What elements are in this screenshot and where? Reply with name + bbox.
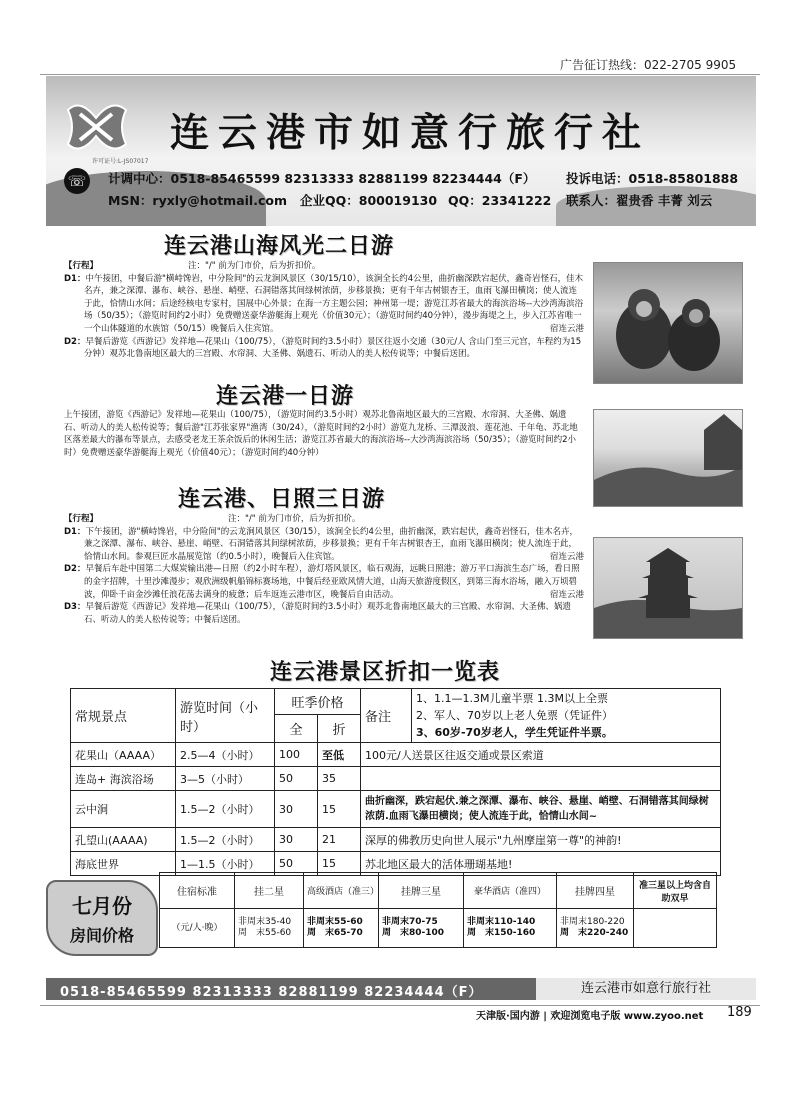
weekend-price: 周 末80-100 — [382, 928, 445, 938]
weekend-price: 周 末65-70 — [307, 928, 363, 938]
table-row — [71, 743, 721, 767]
unit-label: （元/人·晚） — [160, 909, 235, 948]
row-spot: 连岛+ 海滨浴场 — [71, 767, 176, 791]
col-2star: 挂二星 — [235, 873, 304, 909]
tour3-d2: 早餐后车赴中国第二大煤炭输出港—日照（约2小时车程），游灯塔风景区，临石观海，远眺日照港；游万平口海滨生态广场，看日照的金字招牌，十里沙滩漫步；观欣洲级帆船锦标赛场地，中餐后经亚欧风情大道，山海天旅游度假区，到第三海水浴场，融入万顷碧波，仰卧千亩金沙滩任浪花荡去满身的疲惫；后车返连云港市区，晚餐后自由活动。 — [84, 564, 580, 600]
row-remark: 苏北地区最大的活体珊瑚基地! — [361, 852, 721, 876]
tour1-d2-label: D2： — [64, 336, 86, 347]
enterprise-qq: 企业QQ：800019130 — [300, 193, 438, 208]
footer-numbers: 0518-85465599 82313333 82881199 82234444（F） — [60, 985, 483, 1000]
remark-notes — [412, 689, 721, 743]
tour3-d3-label: D3： — [64, 602, 86, 613]
agency-brand: 连云港市如意行旅行社 — [170, 110, 651, 156]
room-price-table — [159, 872, 717, 948]
msn: MSN：ryxly@hotmail.com — [108, 193, 287, 208]
tour2-body — [64, 409, 582, 459]
row-spot: 花果山（AAAA） — [71, 743, 176, 767]
row-time: 2.5—4（小时） — [176, 743, 275, 767]
tour3-d1-label: D1： — [64, 526, 86, 537]
price-3star — [379, 909, 464, 948]
page-number: 189 — [727, 1005, 752, 1020]
top-divider — [40, 74, 760, 75]
col-discount: 折 — [318, 714, 361, 742]
tour3-d3: 早餐后游览《西游记》发祥地—花果山（100/75），（游览时间约3.5小时）观苏北鲁南地区最大的三宫殿、水帘洞、大圣佛、娲遗石、听动人的美人松传说等；中餐后送团。 — [84, 602, 571, 625]
tour3-label: 【行程】 — [64, 514, 99, 524]
row-discount: 35 — [318, 767, 361, 791]
complaint-phone: 投诉电话：0518-85801888 — [566, 171, 739, 186]
col-quasi4: 豪华酒店（准四） — [464, 873, 557, 909]
row-discount: 15 — [318, 852, 361, 876]
tour3-d1: 下午接团，游"横峙馋岩，中分险间"的云龙涧风景区（30/15），该涧全长约4公里，曲折幽深，跌宕起伏，鑫奇岩怪石，佳木名卉，兼之深潭、瀑布、峡谷、悬崖、峭壁、石洞错落其间绿树浓荫，步移景换；更有千年古树银杏王，血雨飞瀑田横岗；使人流连于此，恰情山水间。参观巨匠水晶展览馆（约0.5小时），晚餐后入住宾馆。 — [84, 526, 578, 562]
ad-hotline: 广告征订热线：022-2705 9905 — [560, 58, 737, 72]
tour2-text: 上午接团，游览《西游记》发祥地—花果山（100/75），（游览时间约3.5小时）观苏北鲁南地区最大的三宫殿、水帘洞、大圣佛、娲遗石、听动人的美人松传说等；餐后游"江苏张家界"渔湾（30/24），（游览时间约2小时）游览九龙桥、三潭汲浪、莲花池、千年龟、苏北地区落差最大的瀑布等景点，去感受老龙王茶余饭后的休闲生活；游览江苏省最大的海滨浴场--大沙湾海滨浴场（50/35）；（游览时间约2小时）免费赠送豪华游艇海上观光（价值40元）；（游览时间约40分钟） — [64, 410, 578, 458]
qq: QQ：23341222 — [448, 193, 552, 208]
row-remark: 深厚的佛教历史向世人展示"九州摩崖第一尊"的神韵! — [361, 828, 721, 852]
remark-line-3: 3、60岁-70岁老人，学生凭证件半票。 — [416, 726, 613, 739]
row-remark: 100元/人送景区往返交通或景区索道 — [361, 743, 721, 767]
tour1-title: 连云港山海风光二日游 — [164, 234, 395, 259]
weekend-price: 周 末150-160 — [467, 928, 536, 938]
pagoda-icon — [594, 538, 742, 638]
dispatch-center: 计调中心：0518-85465599 82313333 82881199 82234444（F） — [108, 171, 536, 186]
row-time: 3—5（小时） — [176, 767, 275, 791]
tour1-note: 注："/" 前为门市价，后为折扣价。 — [188, 261, 321, 271]
footer-agency: 连云港市如意行旅行社 — [536, 978, 756, 1000]
col-spot: 常规景点 — [71, 689, 176, 743]
col-remark: 备注 — [361, 689, 412, 743]
remark-line-1: 1、1.1—1.3M儿童半票 1.3M以上全票 — [416, 692, 608, 705]
badge-label: 房间价格 — [69, 926, 134, 945]
row-full: 30 — [275, 791, 318, 828]
row-time: 1—1.5（小时） — [176, 852, 275, 876]
discount-table — [70, 688, 721, 876]
coast-photo — [593, 409, 743, 507]
row-time: 1.5—2（小时） — [176, 791, 275, 828]
tour3-note: 注："/" 前为门市价，后为折扣价。 — [228, 514, 361, 524]
tour1-label: 【行程】 — [64, 261, 99, 271]
tour1-d1: 中午接团，中餐后游"横峙馋岩，中分险间"的云龙涧风景区（30/15/10），该涧全长约4公里，曲折幽深跌宕起伏，鑫奇岩怪石，佳木名卉，兼之深潭、瀑布、峡谷、悬崖、峭壁、石洞错落其间绿树浓荫，步移景换；更有千年古树银杏王，血雨飞瀑田横岗；使人流连于此，恰情山水间；后途经核电专家村，国展中心外景；在海一方主题公园；神州第一堤；游览江苏省最大的海滨浴场--大沙湾海滨浴场（50/35）；（游览时间约2小时）免费赠送豪华游艇海上观光（价值30元）；（游览时间约40分钟），漫步海堤之上，步入江苏省唯一一个山体隧道的水族馆（50/15）晚餐后入住宾馆。 — [84, 273, 584, 334]
weekend-price: 周 末55-60 — [238, 928, 292, 938]
weekday-price: 非周末35-40 — [238, 917, 292, 927]
tour2-title: 连云港一日游 — [216, 384, 355, 409]
contacts: 联系人：翟贵香 丰菁 刘云 — [566, 193, 713, 208]
row-spot: 孔望山(AAAA) — [71, 828, 176, 852]
tour3-d2-hotel: 宿连云港 — [549, 589, 584, 600]
tour1-d1-hotel: 宿连云港 — [549, 323, 584, 334]
row-spot: 云中涧 — [71, 791, 176, 828]
row-full: 50 — [275, 852, 318, 876]
row-remark: 曲折幽深，跌宕起伏.兼之深潭、瀑布、峡谷、悬崖、峭壁、石洞错落其间绿树浓荫.血雨飞瀑田横岗；使人流连于此，恰情山水间~ — [361, 791, 721, 828]
tour1-body — [64, 260, 584, 361]
section-info: 天津版·国内游 | 欢迎浏览电子版 www.zyoo.net — [476, 1011, 704, 1022]
license-number: 许可证号:L-JS07017 — [92, 158, 149, 165]
row-spot: 海底世界 — [71, 852, 176, 876]
weekday-price: 非周末70-75 — [382, 917, 438, 927]
col-time: 游览时间（小时） — [176, 689, 275, 743]
col-3star: 挂牌三星 — [379, 873, 464, 909]
weekday-price: 非周末180-220 — [560, 917, 625, 927]
coast-icon — [594, 410, 742, 506]
row-discount: 至低 — [318, 743, 361, 767]
tour1-d2: 早餐后游览《西游记》发祥地—花果山（100/75），（游览时间约3.5小时）景区往返小交通（30元/人 含山门至三元宫，车程约为15分钟）观苏北鲁南地区最大的三宫殿、水帘洞、大圣佛、娲遗石、听动人的美人松传说等；中餐后送团。 — [84, 336, 582, 360]
bottom-divider — [40, 1005, 760, 1006]
table-title: 连云港景区折扣一览表 — [270, 660, 501, 685]
brand-logo-icon — [62, 96, 132, 158]
weekend-price: 周 末220-240 — [560, 928, 629, 938]
tour1-d1-label: D1： — [64, 273, 86, 284]
table-row — [71, 791, 721, 828]
pagoda-photo — [593, 537, 743, 639]
july-badge — [46, 880, 158, 956]
tour3-body — [64, 513, 584, 626]
table-row — [71, 828, 721, 852]
monkey-photo — [593, 262, 743, 384]
col-breakfast: 准三星以上均含自助双早 — [634, 873, 717, 909]
row-full: 30 — [275, 828, 318, 852]
std-label: 住宿标准 — [160, 873, 235, 909]
remark-line-2: 2、军人、70岁以上老人免票（凭证件） — [416, 709, 613, 722]
weekday-price: 非周末110-140 — [467, 917, 536, 927]
weekday-price: 非周末55-60 — [307, 917, 363, 927]
row-discount: 15 — [318, 791, 361, 828]
tour3-d1-hotel: 宿连云港 — [549, 551, 584, 562]
col-4star: 挂牌四星 — [557, 873, 634, 909]
col-quasi3: 高级酒店（准三） — [304, 873, 379, 909]
tour3-title: 连云港、日照三日游 — [178, 487, 386, 512]
monkey-icon — [594, 263, 742, 383]
price-quasi4 — [464, 909, 557, 948]
col-price: 旺季价格 — [275, 689, 361, 715]
row-full: 50 — [275, 767, 318, 791]
row-full: 100 — [275, 743, 318, 767]
table-row — [71, 767, 721, 791]
row-time: 1.5—2（小时） — [176, 828, 275, 852]
row-remark — [361, 767, 721, 791]
phone-icon: ☏ — [64, 168, 90, 194]
price-2star — [235, 909, 304, 948]
price-4star — [557, 909, 634, 948]
row-discount: 21 — [318, 828, 361, 852]
badge-month: 七月份 — [72, 894, 132, 918]
tour3-d2-label: D2： — [64, 564, 86, 575]
price-quasi3 — [304, 909, 379, 948]
col-full: 全 — [275, 714, 318, 742]
